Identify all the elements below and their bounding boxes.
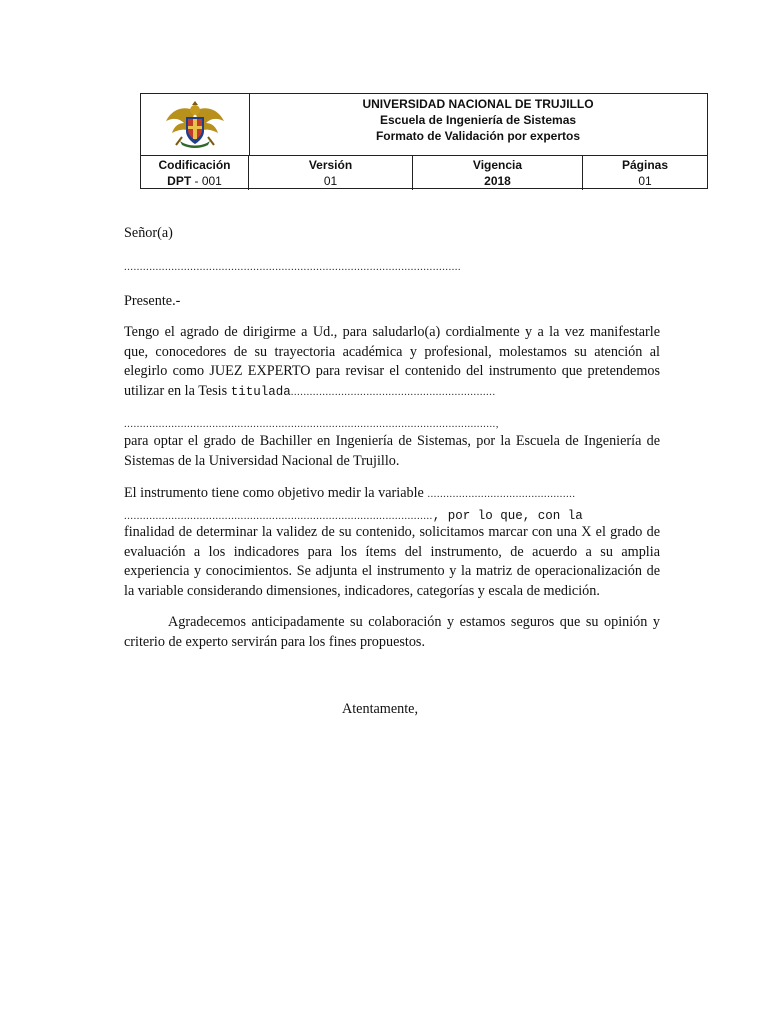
variable-intro-text: El instrumento tiene como objetivo medir la variable [124,485,428,501]
codificacion-code: DPT [167,174,192,188]
thesis-title-dotted-line: ......................................................................................................................, [124,418,499,430]
header-info-row [141,155,707,190]
university-name: UNIVERSIDAD NACIONAL DE TRUJILLO [362,97,594,111]
paginas-label: Páginas [621,158,669,172]
variable-dots: ............................................... [427,488,576,500]
format-title: Formato de Validación por expertos [375,129,581,143]
codificacion-cell [141,156,249,190]
header-title-block [249,94,707,155]
document-header-table [140,93,708,189]
paragraph-thanks: Agradecemos anticipadamente su colaboración y estamos seguros que su opinión y criterio de experto servirán para los fines propuestos. [124,614,660,650]
vigencia-label: Vigencia [472,158,523,172]
recipient-dotted-line: ........................................................................................................... [124,261,462,273]
vigencia-cell [413,156,583,190]
version-value: 01 [323,174,338,188]
school-name: Escuela de Ingeniería de Sistemas [379,113,577,127]
titulada-word: titulada [230,384,291,399]
presente-text: Presente.- [124,293,181,309]
paragraph-variable-line1 [124,484,660,505]
thesis-title-dots: ................................................................. [290,385,496,398]
paginas-value: 01 [638,174,652,188]
variable-dotted-line: .................................................................................................. [124,510,433,522]
version-cell [249,156,413,190]
closing-text: Atentamente, [341,701,419,717]
university-logo-cell [141,94,250,155]
codificacion-label: Codificación [158,158,231,172]
paginas-cell [583,156,707,190]
paragraph-intro-text: Tengo el agrado de dirigirme a Ud., para saludarlo(a) cordialmente y a la vez manifestarle que, conocedores de su trayectoria académica y profesional, molestamos su atención al elegirlo como JUEZ EXPERTO para revisar el contenido del instrumento que pretendemos utilizar en la Tesis [124,324,660,399]
codificacion-value: - 001 [191,174,222,188]
version-label: Versión [308,158,353,172]
paragraph-variable-rest: finalidad de determinar la validez de su contenido, solicitamos marcar con una X el grado de evaluación a los indicadores para los ítems del instrumento, de acuerdo a su amplia experiencia y conocimientos. Se adjunta el instrumento y la matriz de operacionalización de la variable considerando dimensiones, indicadores, categorías y escala de medición. [124,524,660,599]
paragraph-degree: para optar el grado de Bachiller en Ingeniería de Sistemas, por la Escuela de Ingeniería de Sistemas de la Universidad Nacional de Trujillo. [124,433,660,469]
vigencia-value: 2018 [484,174,511,188]
salutation: Señor(a) [124,225,173,241]
paragraph-intro [124,323,660,402]
por-lo-que-text: , por lo que, con la [432,509,583,523]
university-crest-icon [162,101,228,149]
